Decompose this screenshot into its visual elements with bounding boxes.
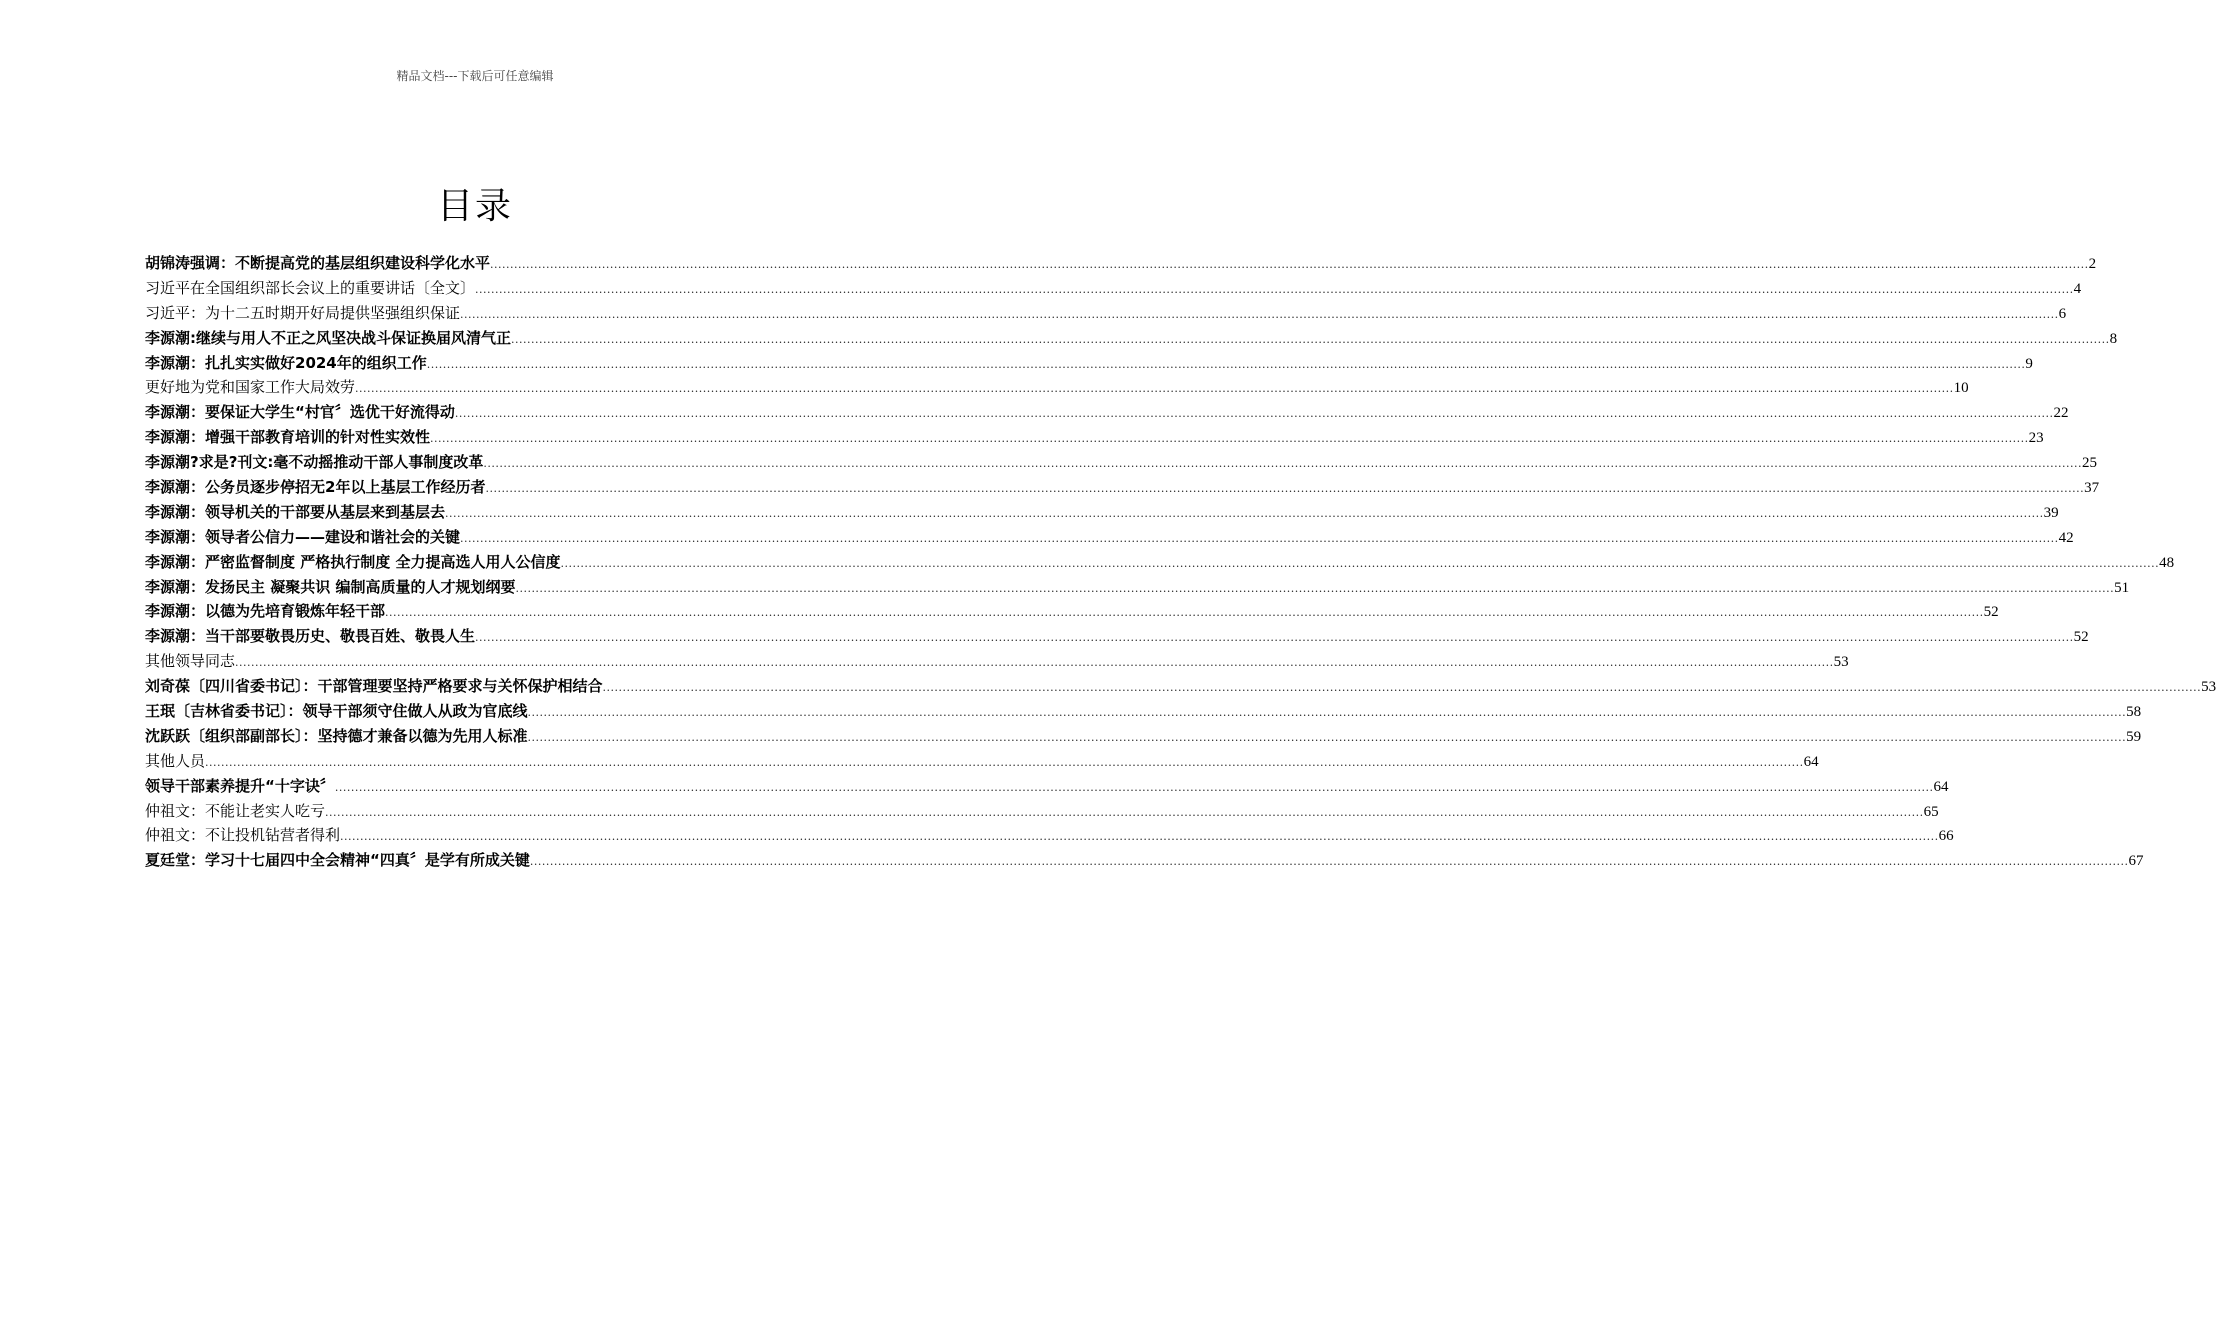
toc-entry-page-number: 59	[2126, 728, 2142, 745]
toc-leader-dots: ................................................................................................................................................................................................................................................................................................................................................................................................................	[602, 681, 2202, 695]
toc-entry[interactable]	[145, 251, 2097, 276]
toc-leader-dots: ................................................................................................................................................................................................................................................................................................................................................................................................................	[475, 282, 2074, 296]
toc-leader-dots: ................................................................................................................................................................................................................................................................................................................................................................................................................	[529, 855, 2129, 869]
toc-leader-dots: ................................................................................................................................................................................................................................................................................................................................................................................................................	[560, 556, 2160, 570]
toc-entry-title: 李源潮:继续与用人不正之风坚决战斗保证换届风清气正	[145, 328, 512, 347]
toc-entry-title: 其他人员	[145, 751, 206, 770]
toc-entry[interactable]	[145, 848, 2144, 873]
page-header: 精品文档---下载后可任意编辑	[396, 69, 554, 83]
toc-entry-title: 更好地为党和国家工作大局效劳	[145, 378, 356, 397]
toc-entry[interactable]	[145, 326, 2118, 351]
toc-entry-page-number: 65	[1923, 803, 1939, 820]
toc-entry-title: 李源潮：领导者公信力——建设和谐社会的关键	[145, 527, 461, 546]
toc-entry-page-number: 10	[1953, 380, 1969, 397]
toc-entry-page-number: 52	[1983, 604, 1999, 621]
table-of-contents	[145, 251, 2216, 873]
toc-leader-dots: ................................................................................................................................................................................................................................................................................................................................................................................................................	[483, 457, 2083, 471]
toc-entry-page-number: 52	[2073, 629, 2089, 646]
toc-leader-dots: ................................................................................................................................................................................................................................................................................................................................................................................................................	[355, 382, 1954, 396]
toc-entry-page-number: 64	[1803, 753, 1819, 770]
toc-entry-title: 刘奇葆〔四川省委书记〕：干部管理要坚持严格要求与关怀保护相结合	[145, 677, 603, 696]
toc-entry-page-number: 23	[2028, 430, 2044, 447]
toc-entry-title: 仲祖文：不让投机钻营者得利	[145, 826, 341, 845]
toc-entry-title: 沈跃跃〔组织部副部长〕：坚持德才兼备以德为先用人标准	[145, 726, 528, 745]
toc-entry-page-number: 6	[2058, 305, 2067, 322]
toc-entry-page-number: 25	[2082, 455, 2098, 472]
toc-entry-page-number: 64	[1933, 778, 1949, 795]
toc-leader-dots: ................................................................................................................................................................................................................................................................................................................................................................................................................	[340, 830, 1939, 844]
toc-entry[interactable]	[145, 425, 2044, 450]
toc-leader-dots: ................................................................................................................................................................................................................................................................................................................................................................................................................	[511, 332, 2110, 346]
toc-entry-page-number: 8	[2109, 330, 2118, 347]
toc-entry-title: 胡锦涛强调：不断提高党的基层组织建设科学化水平	[145, 254, 491, 272]
toc-leader-dots: ................................................................................................................................................................................................................................................................................................................................................................................................................	[205, 755, 1804, 769]
toc-entry-title: 李源潮：严密监督制度 严格执行制度 全力提高选人用人公信度	[145, 552, 561, 571]
toc-entry-page-number: 58	[2126, 704, 2142, 721]
toc-entry-page-number: 37	[2084, 480, 2100, 497]
toc-entry-title: 习近平在全国组织部长会议上的重要讲话〔全文〕	[145, 278, 476, 297]
toc-leader-dots: ................................................................................................................................................................................................................................................................................................................................................................................................................	[426, 357, 2026, 371]
toc-entry-page-number: 4	[2073, 280, 2082, 297]
toc-entry[interactable]	[145, 649, 1849, 674]
toc-entry[interactable]	[145, 450, 2098, 475]
toc-entry[interactable]	[145, 575, 2130, 600]
toc-entry[interactable]	[145, 599, 1999, 624]
toc-entry-page-number: 2	[2088, 256, 2097, 272]
toc-leader-dots: ................................................................................................................................................................................................................................................................................................................................................................................................................	[385, 606, 1984, 620]
toc-entry[interactable]	[145, 699, 2142, 724]
toc-entry[interactable]	[145, 774, 1949, 799]
toc-entry-title: 李源潮：扎扎实实做好2024年的组织工作	[145, 353, 427, 372]
toc-entry-page-number: 67	[2128, 853, 2144, 870]
toc-entry[interactable]	[145, 674, 2216, 699]
toc-entry-page-number: 51	[2114, 579, 2130, 596]
toc-entry-title: 夏廷堂：学习十七届四中全会精神“四真〞是学有所成关键	[145, 851, 530, 870]
toc-entry[interactable]	[145, 276, 2082, 301]
toc-entry-page-number: 53	[1833, 654, 1849, 671]
toc-entry-title: 王珉〔吉林省委书记〕：领导干部须守住做人从政为官底线	[145, 702, 528, 721]
toc-leader-dots: ................................................................................................................................................................................................................................................................................................................................................................................................................	[460, 531, 2059, 545]
toc-entry-title: 李源潮：领导机关的干部要从基层来到基层去	[145, 502, 446, 521]
toc-entry[interactable]	[145, 525, 2074, 550]
toc-entry[interactable]	[145, 475, 2100, 500]
toc-entry-title: 李源潮：公务员逐步停招无2年以上基层工作经历者	[145, 478, 486, 497]
toc-entry-title: 李源潮?求是?刊文:毫不动摇推动干部人事制度改革	[145, 453, 484, 472]
toc-entry-title: 领导干部素养提升“十字诀〞	[145, 776, 335, 795]
toc-entry-page-number: 39	[2043, 504, 2059, 521]
toc-entry[interactable]	[145, 724, 2142, 749]
toc-entry[interactable]	[145, 400, 2069, 425]
toc-entry-page-number: 42	[2058, 529, 2074, 546]
toc-entry-title: 习近平：为十二五时期开好局提供坚强组织保证	[145, 303, 461, 322]
toc-leader-dots: ................................................................................................................................................................................................................................................................................................................................................................................................................	[527, 706, 2127, 720]
toc-entry[interactable]	[145, 351, 2033, 376]
toc-entry-title: 李源潮：发扬民主 凝聚共识 编制高质量的人才规划纲要	[145, 577, 516, 596]
toc-entry[interactable]	[145, 550, 2175, 575]
toc-entry[interactable]	[145, 500, 2059, 525]
toc-leader-dots: ................................................................................................................................................................................................................................................................................................................................................................................................................	[334, 780, 1934, 794]
toc-entry-page-number: 66	[1938, 828, 1954, 845]
toc-entry[interactable]	[145, 375, 1969, 400]
toc-entry[interactable]	[145, 799, 1939, 824]
toc-leader-dots: ................................................................................................................................................................................................................................................................................................................................................................................................................	[485, 482, 2085, 496]
toc-leader-dots: ................................................................................................................................................................................................................................................................................................................................................................................................................	[490, 258, 2089, 271]
toc-entry[interactable]	[145, 823, 1954, 848]
toc-entry-page-number: 22	[2053, 405, 2069, 422]
toc-entry[interactable]	[145, 624, 2089, 649]
toc-leader-dots: ................................................................................................................................................................................................................................................................................................................................................................................................................	[454, 407, 2054, 421]
toc-entry-page-number: 53	[2201, 679, 2216, 696]
toc-leader-dots: ................................................................................................................................................................................................................................................................................................................................................................................................................	[430, 432, 2029, 446]
toc-leader-dots: ................................................................................................................................................................................................................................................................................................................................................................................................................	[475, 631, 2074, 645]
toc-entry[interactable]	[145, 749, 1819, 774]
toc-entry[interactable]	[145, 301, 2067, 326]
toc-leader-dots: ................................................................................................................................................................................................................................................................................................................................................................................................................	[325, 805, 1924, 819]
toc-leader-dots: ................................................................................................................................................................................................................................................................................................................................................................................................................	[445, 506, 2044, 520]
toc-leader-dots: ................................................................................................................................................................................................................................................................................................................................................................................................................	[460, 307, 2059, 321]
toc-entry-title: 其他领导同志	[145, 652, 236, 671]
page-title: 目录	[436, 186, 513, 227]
toc-entry-title: 李源潮：增强干部教育培训的针对性实效性	[145, 428, 431, 447]
toc-entry-title: 仲祖文：不能让老实人吃亏	[145, 801, 326, 820]
toc-entry-title: 李源潮：以德为先培育锻炼年轻干部	[145, 602, 386, 621]
toc-entry-title: 李源潮：当干部要敬畏历史、敬畏百姓、敬畏人生	[145, 627, 476, 646]
toc-entry-page-number: 9	[2025, 355, 2033, 372]
toc-leader-dots: ................................................................................................................................................................................................................................................................................................................................................................................................................	[235, 656, 1834, 670]
toc-leader-dots: ................................................................................................................................................................................................................................................................................................................................................................................................................	[515, 581, 2115, 595]
toc-entry-title: 李源潮：要保证大学生“村官〞选优干好流得动	[145, 403, 455, 422]
toc-entry-page-number: 48	[2159, 554, 2175, 571]
toc-leader-dots: ................................................................................................................................................................................................................................................................................................................................................................................................................	[527, 730, 2127, 744]
